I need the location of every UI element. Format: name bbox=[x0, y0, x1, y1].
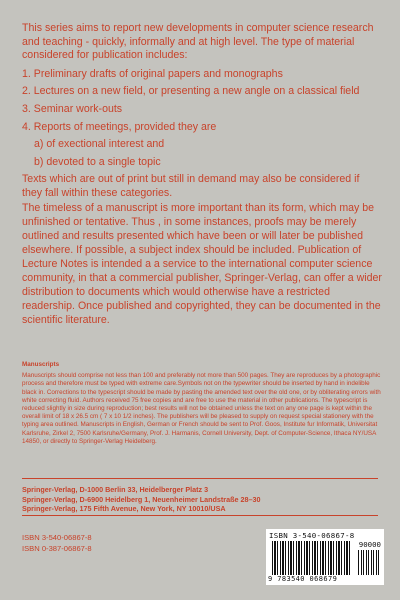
manuscripts-section bbox=[22, 361, 384, 446]
address-line: Springer-Verlag, D-6900 Heidelberg 1, Neuenheimer Landstraße 28–30 bbox=[22, 494, 261, 504]
publisher-addresses bbox=[22, 485, 384, 514]
list-subitem: b) devoted to a single topic bbox=[34, 155, 161, 168]
barcode-bars-icon bbox=[272, 541, 352, 575]
list-item: 1. Preliminary drafts of original papers and monographs bbox=[22, 67, 283, 80]
list-item: 4. Reports of meetings, provided they are bbox=[22, 120, 217, 133]
isbn-line: ISBN 0-387-06867-8 bbox=[22, 544, 92, 553]
list-item: 2. Lectures on a new field, or presenting a new angle on a classical field bbox=[22, 85, 360, 98]
timeliness-paragraph: The timeless of a manuscript is more important than its form, which may be unfinished or tentative. Thus , in some instances, proofs may be merely outlined and results presented which have been or will later be published elsewhere. If possible, a subject index should be included. Publication of Lecture Notes is intended a a service to the international computer science community, in that a commercial publisher, Springer-Verlag, can offer a wider distribution to documents which would otherwise have a restricted readership. Once published and copyrighted, they can be documented in the scientific literature. bbox=[22, 201, 382, 326]
out-of-print-paragraph: Texts which are out of print but still in demand may also be considered if they fall within these categories. bbox=[22, 173, 360, 199]
isbn-line: ISBN 3-540-06867-8 bbox=[22, 533, 92, 542]
intro-paragraph: This series aims to report new developments in computer science research and teaching - quickly, informally and at high level. The type of material considered for publication includes: bbox=[22, 22, 374, 62]
material-list bbox=[22, 68, 382, 170]
barcode-isbn-label: ISBN 3-540-06867-8 bbox=[269, 531, 355, 540]
barcode bbox=[266, 529, 384, 585]
isbn-block bbox=[22, 532, 92, 554]
list-subitem: a) of exectional interest and bbox=[34, 138, 165, 151]
divider bbox=[22, 478, 378, 479]
manuscripts-heading: Manuscripts bbox=[22, 361, 60, 368]
series-description bbox=[22, 22, 382, 327]
address-line: Springer-Verlag, D-1000 Berlin 33, Heidelberger Platz 3 bbox=[22, 485, 209, 494]
address-line: Springer-Verlag, 175 Fifth Avenue, New York, NY 10010/USA bbox=[22, 504, 226, 514]
barcode-price-code: 90000 bbox=[358, 540, 381, 549]
divider bbox=[22, 515, 378, 516]
barcode-addon-bars-icon bbox=[358, 550, 381, 575]
list-item: 3. Seminar work-outs bbox=[22, 102, 123, 115]
manuscripts-body: Manuscripts should comprise not less than 100 and preferably not more than 500 pages. They are reproduces by a photographic process and therefore must be typed with extreme care.Symbols not on the typewriter should be inserted by hand in indelible black in. Corrections to the typescript should be made by pasting the amended text over the old one, or by obliterating errors with white correcting fluid. Authors received 75 free copies and are free to use the material in other publications. The typescript is reduced slightly in size during reproduction; best results will not be obtained unless the text on any one page is kept within the overall limit of 18 x 26.5 cm ( 7 x 10 1/2 inches). The publishers will be pleased to supply on request special stationery with the typing area outlined. Manuscripts in English, German or French should be sent to Prof. Goos, Institute fur Informatik, Universitat Karlsruhe, Zirkel 2, 7500 Karlsruhe/Germany, Prof. J. Harmanis, Cornell University, Dept. of Computer-Science, Ithaca NY/USA 14850, or directly to Springer-Verlag Heidelberg. bbox=[22, 372, 381, 445]
barcode-digits: 9 783540 068679 bbox=[268, 575, 338, 583]
